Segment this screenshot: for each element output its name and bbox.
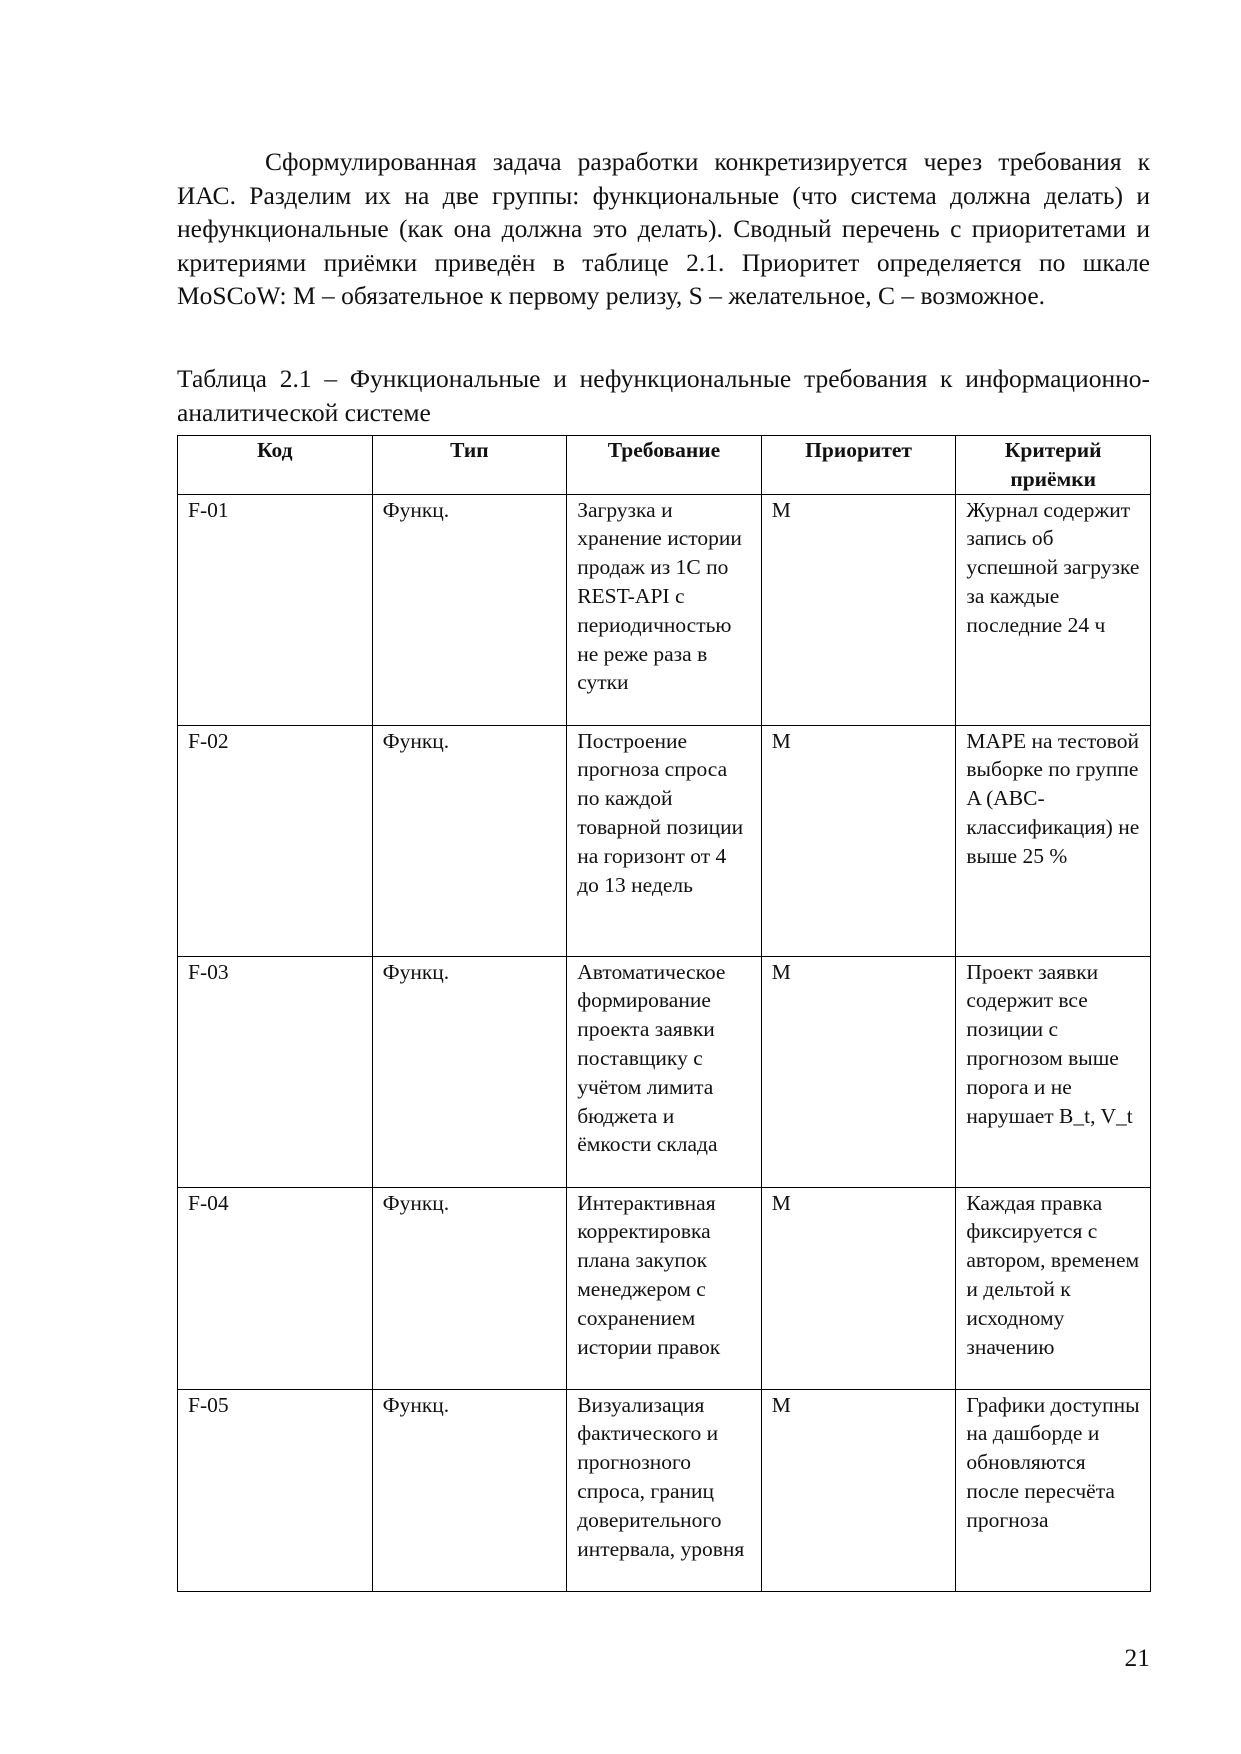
cell-acceptance: Графики доступны на дашборде и обновляются после пересчёта прогноза bbox=[956, 1389, 1151, 1591]
cell-acceptance: Проект заявки содержит все позиции с прогнозом выше порога и не нарушает B_t, V_t bbox=[956, 956, 1151, 1187]
table-row bbox=[178, 494, 1151, 725]
page-number: 21 bbox=[1124, 1643, 1150, 1672]
header-code: Код bbox=[178, 436, 373, 495]
cell-code: F-01 bbox=[178, 494, 373, 725]
cell-code: F-03 bbox=[178, 956, 373, 1187]
cell-acceptance: MAPE на тестовой выборке по группе A (ABC-классификация) не выше 25 % bbox=[956, 725, 1151, 956]
cell-type: Функц. bbox=[372, 956, 567, 1187]
cell-requirement: Автоматическое формирование проекта заявки поставщику с учётом лимита бюджета и ёмкости склада bbox=[567, 956, 762, 1187]
cell-code: F-02 bbox=[178, 725, 373, 956]
body-paragraph: Сформулированная задача разработки конкретизируется через требования к ИАС. Разделим их на две группы: функциональные (что система должна делать) и нефункциональные (как она должна это делать). Сводный перечень с приоритетами и критериями приёмки приведён в таблице 2.1. Приоритет определяется по шкале MoSCoW: M – обязательное к первому релизу, S – желательное, C – возможное. bbox=[177, 147, 1150, 311]
header-priority: Приоритет bbox=[761, 436, 956, 495]
cell-type: Функц. bbox=[372, 1389, 567, 1591]
header-type: Тип bbox=[372, 436, 567, 495]
cell-priority: M bbox=[761, 1187, 956, 1389]
cell-priority: M bbox=[761, 725, 956, 956]
table-row bbox=[178, 1187, 1151, 1389]
cell-priority: M bbox=[761, 494, 956, 725]
cell-requirement: Построение прогноза спроса по каждой товарной позиции на горизонт от 4 до 13 недель bbox=[567, 725, 762, 956]
table-row bbox=[178, 956, 1151, 1187]
table-header-row bbox=[178, 436, 1151, 495]
header-acceptance: Критерий приёмки bbox=[956, 436, 1151, 495]
table-row bbox=[178, 725, 1151, 956]
cell-type: Функц. bbox=[372, 725, 567, 956]
header-requirement: Требование bbox=[567, 436, 762, 495]
cell-priority: M bbox=[761, 1389, 956, 1591]
cell-code: F-05 bbox=[178, 1389, 373, 1591]
cell-acceptance: Каждая правка фиксируется с автором, временем и дельтой к исходному значению bbox=[956, 1187, 1151, 1389]
cell-requirement: Визуализация фактического и прогнозного спроса, границ доверительного интервала, уровня bbox=[567, 1389, 762, 1591]
cell-priority: M bbox=[761, 956, 956, 1187]
cell-requirement: Загрузка и хранение истории продаж из 1С по REST-API с периодичностью не реже раза в сутки bbox=[567, 494, 762, 725]
table-caption: Таблица 2.1 – Функциональные и нефункциональные требования к информационно-аналитической системе bbox=[177, 364, 1150, 427]
cell-code: F-04 bbox=[178, 1187, 373, 1389]
cell-requirement: Интерактивная корректировка плана закупок менеджером с сохранением истории правок bbox=[567, 1187, 762, 1389]
requirements-table bbox=[177, 435, 1151, 1592]
table-row bbox=[178, 1389, 1151, 1591]
cell-acceptance: Журнал содержит запись об успешной загрузке за каждые последние 24 ч bbox=[956, 494, 1151, 725]
cell-type: Функц. bbox=[372, 494, 567, 725]
cell-type: Функц. bbox=[372, 1187, 567, 1389]
